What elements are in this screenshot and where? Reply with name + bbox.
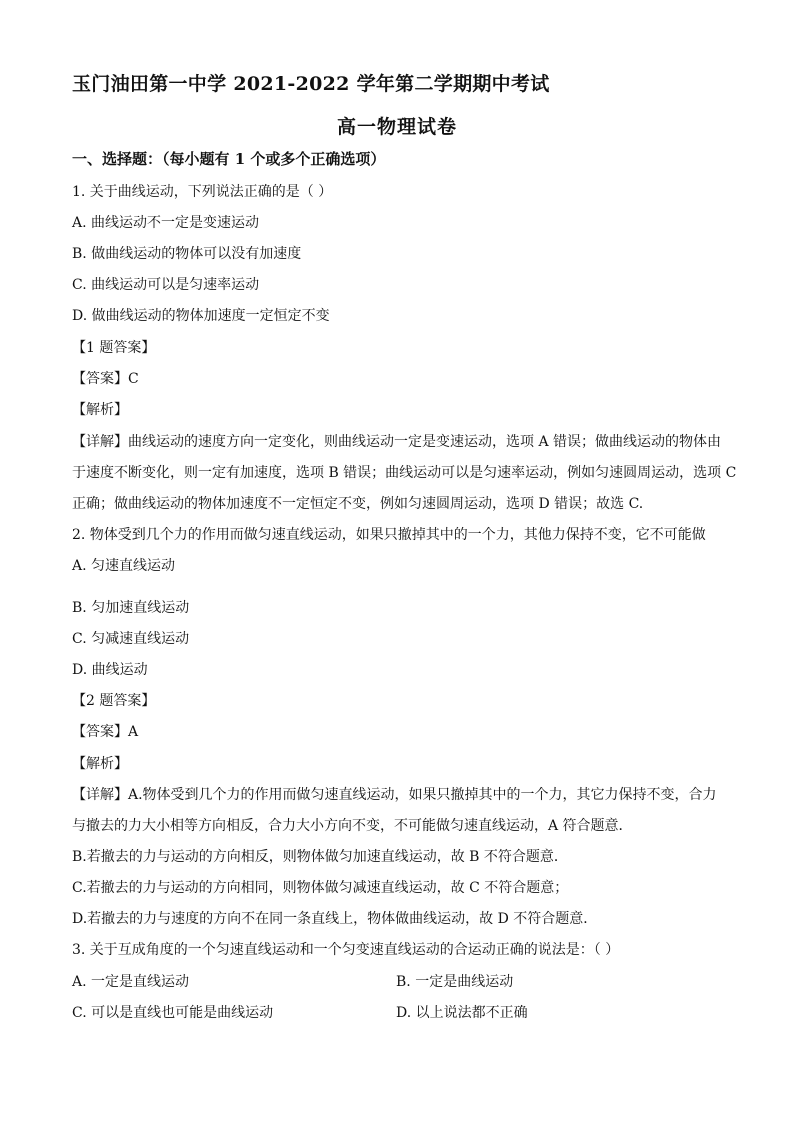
- q1-detail-text-1: 曲线运动的速度方向一定变化，则曲线运动一定是变速运动，选项 A 错误；做曲线运动的物体由: [128, 434, 722, 450]
- q1-option-d: D. 做曲线运动的物体加速度一定恒定不变: [72, 308, 330, 324]
- q2-answer-value: A: [128, 724, 139, 740]
- q1-detail-line-2: 于速度不断变化，则一定有加速度，选项 B 错误；曲线运动可以是匀速率运动，例如匀速圆周运动，选项 C: [72, 465, 737, 481]
- q3-option-d: D. 以上说法都不正确: [396, 1005, 528, 1021]
- q3-option-c: C. 可以是直线也可能是曲线运动: [72, 1005, 274, 1021]
- q2-detail-line-4: C.若撤去的力与运动的方向相同，则物体做匀减速直线运动，故 C 不符合题意；: [72, 880, 569, 896]
- q1-analysis-tag: 【解析】: [72, 402, 128, 418]
- q3-option-a: A. 一定是直线运动: [72, 974, 190, 990]
- q2-answer: [72, 722, 138, 742]
- q2-detail-text-1: A.物体受到几个力的作用而做匀速直线运动，如果只撤掉其中的一个力，其它力保持不变，合力: [128, 787, 717, 803]
- q1-answer-tag: 【1 题答案】: [72, 340, 156, 356]
- section-heading: 一、选择题：（每小题有 1 个或多个正确选项）: [72, 150, 386, 168]
- q2-detail-line-1: [72, 785, 717, 805]
- q3-option-b: B. 一定是曲线运动: [396, 974, 514, 990]
- q2-answer-label: 【答案】: [72, 724, 128, 740]
- q1-answer: [72, 369, 139, 389]
- q2-stem: 2. 物体受到几个力的作用而做匀速直线运动，如果只撤掉其中的一个力，其他力保持不变，它不可能做: [72, 527, 706, 543]
- q1-option-b: B. 做曲线运动的物体可以没有加速度: [72, 246, 302, 262]
- q2-detail-line-2: 与撤去的力大小相等方向相反，合力大小方向不变，不可能做匀速直线运动，A 符合题意．: [72, 818, 633, 834]
- exam-subtitle: 高一物理试卷: [336, 116, 457, 138]
- q2-detail-label: 【详解】: [72, 787, 128, 803]
- q1-option-a: A. 曲线运动不一定是变速运动: [72, 215, 260, 231]
- q2-analysis-tag: 【解析】: [72, 756, 128, 772]
- q1-answer-label: 【答案】: [72, 371, 128, 387]
- q1-stem: 1. 关于曲线运动，下列说法正确的是（ ）: [72, 184, 333, 200]
- q3-stem: 3. 关于互成角度的一个匀速直线运动和一个匀变速直线运动的合运动正确的说法是：（ ）: [72, 942, 620, 958]
- q2-option-b: B. 匀加速直线运动: [72, 600, 190, 616]
- q2-detail-line-5: D.若撤去的力与速度的方向不在同一条直线上，物体做曲线运动，故 D 不符合题意．: [72, 911, 598, 927]
- q1-detail-label: 【详解】: [72, 434, 128, 450]
- q1-detail-line-1: [72, 432, 721, 452]
- q2-option-a: A. 匀速直线运动: [72, 558, 176, 574]
- q2-option-d: D. 曲线运动: [72, 662, 148, 678]
- q2-answer-tag: 【2 题答案】: [72, 693, 156, 709]
- q2-option-c: C. 匀减速直线运动: [72, 631, 190, 647]
- q1-answer-value: C: [128, 371, 139, 387]
- q1-detail-line-3: 正确；做曲线运动的物体加速度不一定恒定不变，例如匀速圆周运动，选项 D 错误；故选 C.: [72, 496, 644, 512]
- q1-option-c: C. 曲线运动可以是匀速率运动: [72, 277, 260, 293]
- exam-title: 玉门油田第一中学 2021-2022 学年第二学期期中考试: [72, 73, 550, 95]
- q2-detail-line-3: B.若撤去的力与运动的方向相反，则物体做匀加速直线运动，故 B 不符合题意．: [72, 849, 568, 865]
